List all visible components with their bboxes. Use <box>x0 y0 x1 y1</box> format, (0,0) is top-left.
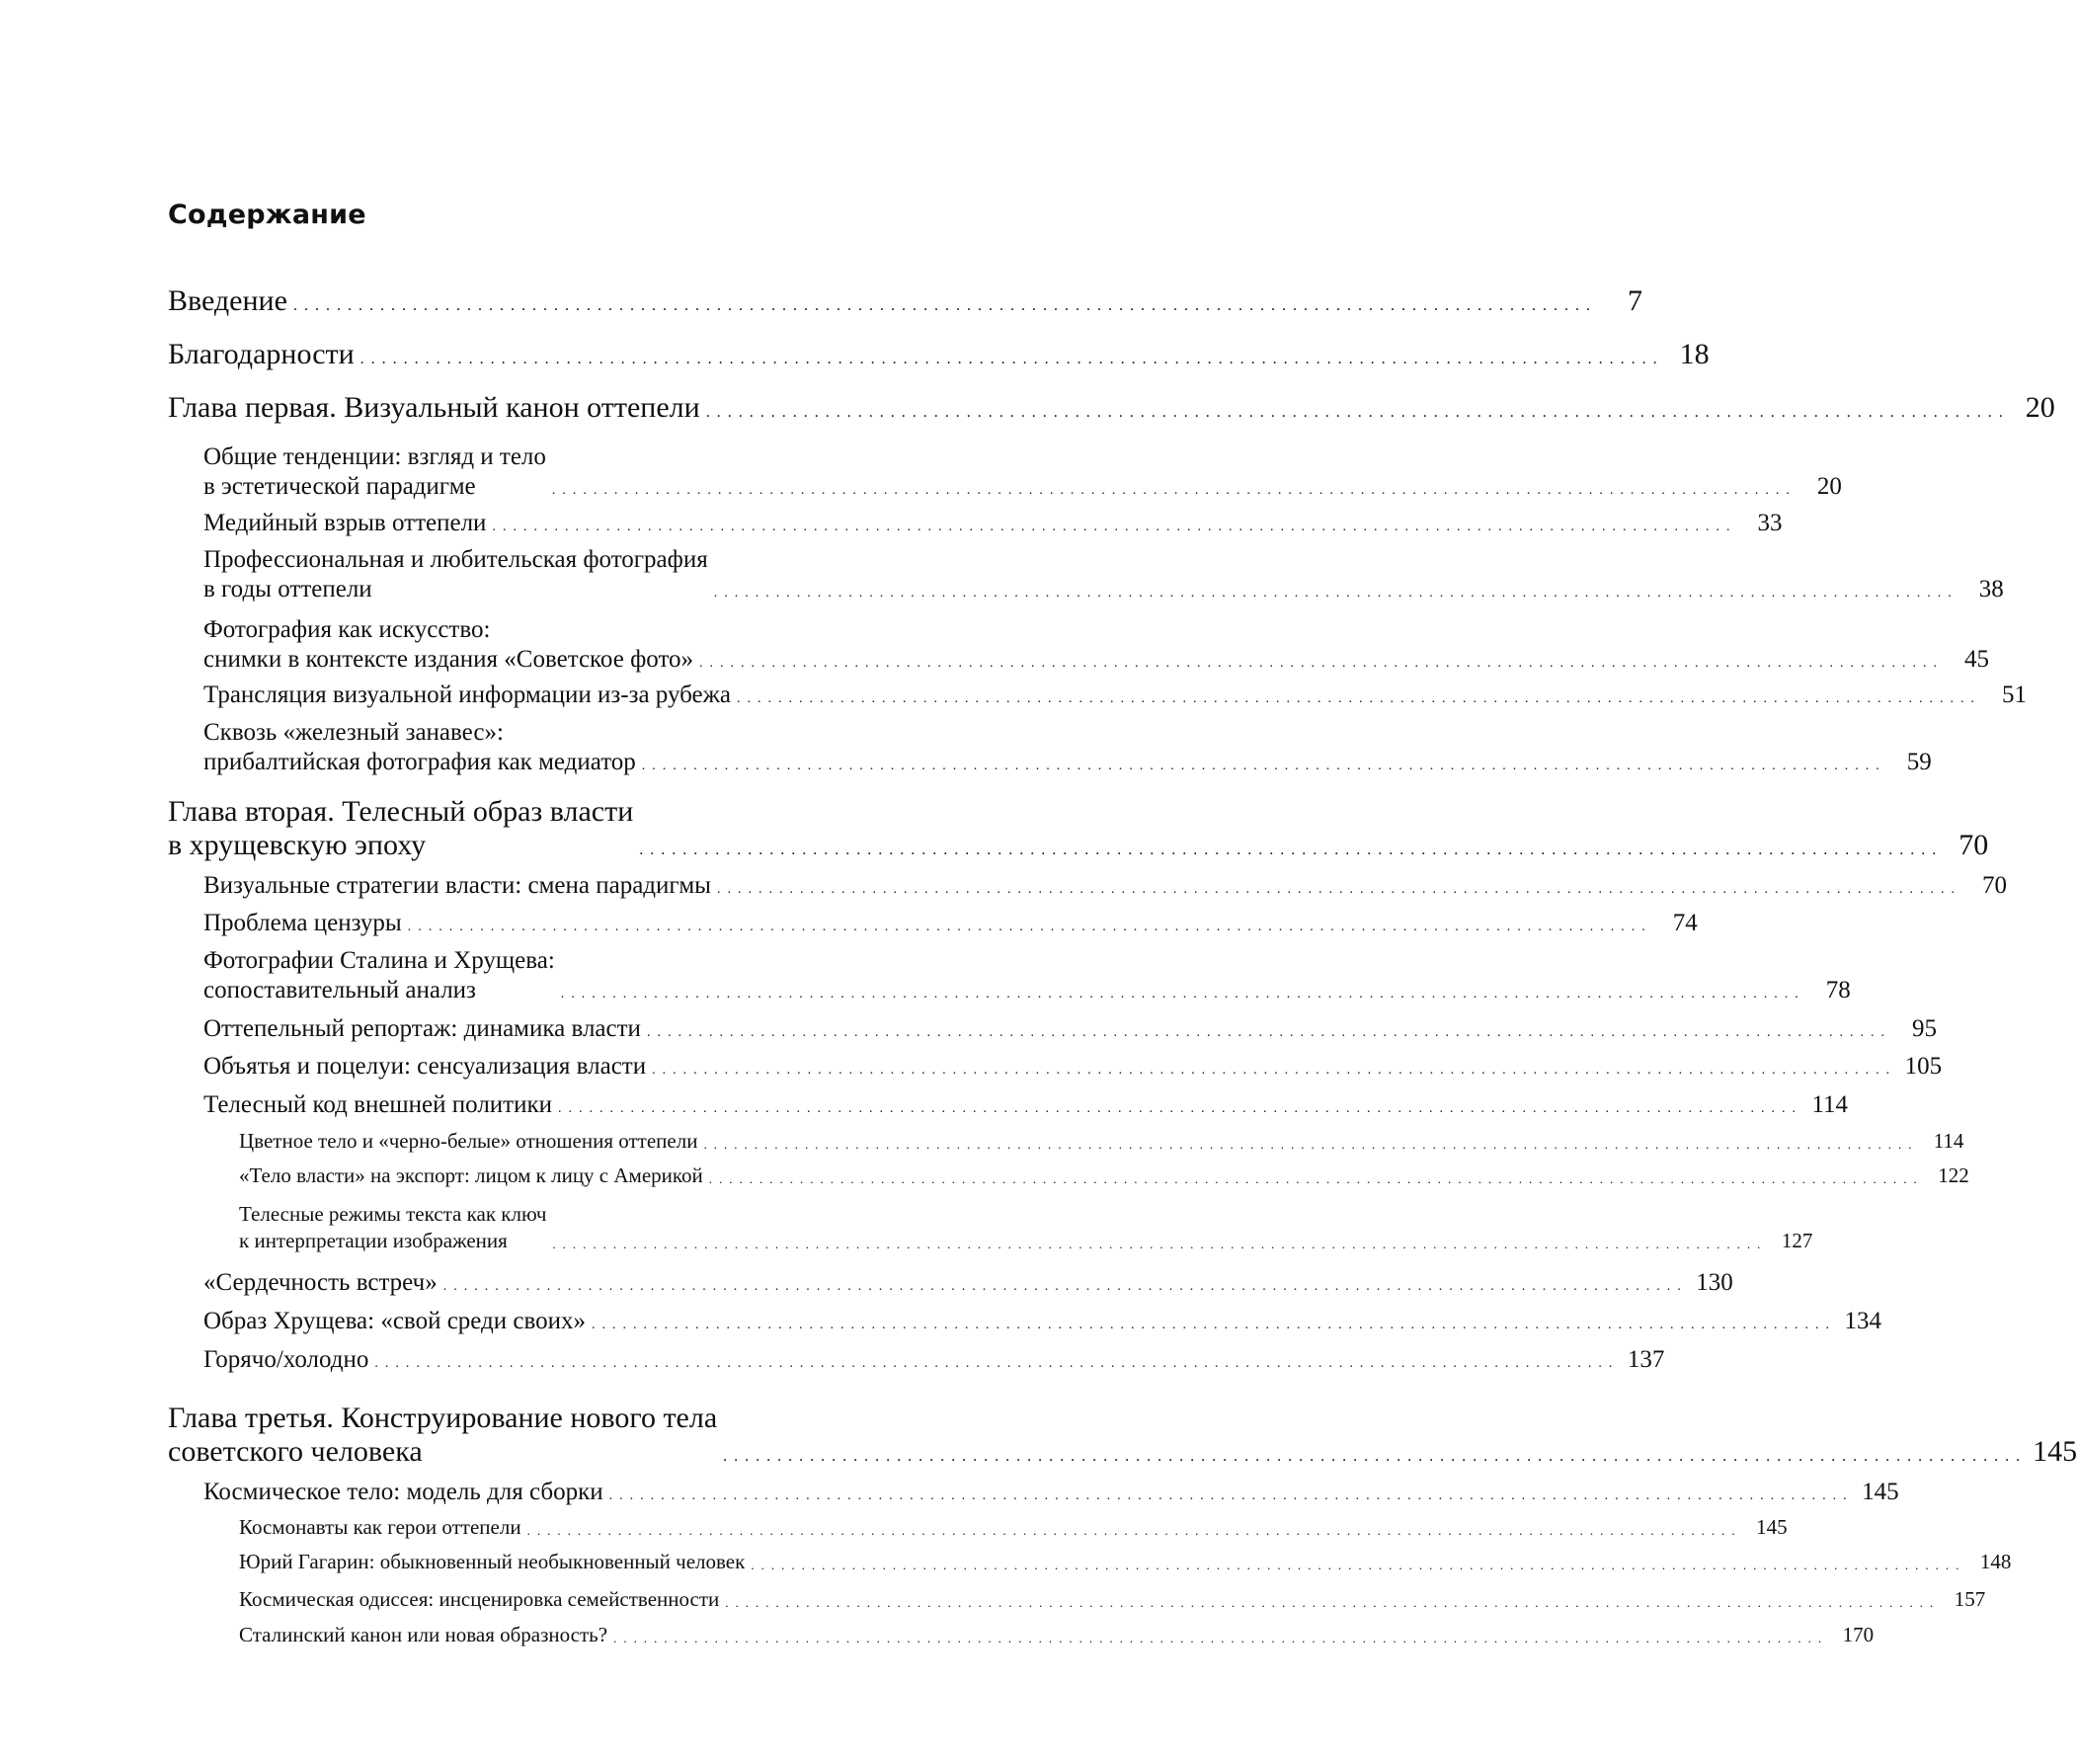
dot-leader: ........................................................................................................................ <box>751 1558 1966 1572</box>
dot-leader: ........................................................................................................................ <box>558 1101 1803 1116</box>
toc-entry-title-line: Телесный код внешней политики <box>203 1091 553 1118</box>
toc-entry-title-line: Визуальные стратегии власти: смена парадигмы <box>203 872 711 899</box>
toc-entry[interactable] <box>203 1268 1733 1298</box>
toc-page-number: 20 <box>1816 473 1842 500</box>
toc-page-number: 18 <box>1679 338 1710 370</box>
toc-entry-title-line: Цветное тело и «черно-белые» отношения оттепели <box>239 1129 698 1153</box>
toc-entry[interactable] <box>239 1549 2012 1575</box>
dot-leader: ........................................................................................................................ <box>713 586 1958 601</box>
toc-entry[interactable] <box>203 1478 1899 1507</box>
toc-entry-title-line: советского человека <box>168 1435 423 1468</box>
toc-entry[interactable] <box>168 795 1989 862</box>
toc-entry-title-line: в годы оттепели <box>203 576 372 602</box>
toc-entry-title-line: Юрий Гагарин: обыкновенный необыкновенный человек <box>239 1550 746 1573</box>
toc-entry-title <box>168 284 287 318</box>
toc-entry[interactable] <box>203 1090 1849 1120</box>
toc-entry[interactable] <box>239 1128 1964 1155</box>
toc-entry-title-line: Глава первая. Визуальный канон оттепели <box>168 391 700 424</box>
toc-entry[interactable] <box>239 1514 1788 1541</box>
toc-entry[interactable] <box>203 1052 1943 1082</box>
toc-entry-title <box>239 1622 607 1648</box>
toc-entry-title <box>203 909 402 938</box>
toc-page-number: 114 <box>1811 1091 1849 1118</box>
toc-page-number: 7 <box>1627 284 1642 317</box>
toc-entry-title <box>203 1268 438 1298</box>
toc-page-number: 59 <box>1906 749 1932 775</box>
dot-leader: ........................................................................................................................ <box>492 520 1737 534</box>
toc-entry-title-line: Сквозь «железный занавес»: <box>203 719 504 746</box>
dot-leader: ........................................................................................................................ <box>708 1171 1924 1186</box>
dot-leader: ........................................................................................................................ <box>652 1063 1897 1078</box>
toc-page-number: 145 <box>1862 1479 1899 1505</box>
toc-entry[interactable] <box>203 871 2007 901</box>
toc-entry-title <box>168 1402 717 1469</box>
dot-leader: ........................................................................................................................ <box>723 1448 2028 1465</box>
toc-entry-title <box>203 545 708 604</box>
toc-entry[interactable] <box>203 442 1842 502</box>
toc-entry-title <box>203 1052 646 1082</box>
toc-page-number: 137 <box>1627 1346 1665 1373</box>
toc-entry[interactable] <box>168 391 2055 425</box>
toc-entry-title-line: Сталинский канон или новая образность? <box>239 1623 608 1646</box>
toc-page-number: 38 <box>1978 576 2004 602</box>
toc-entry[interactable] <box>203 946 1851 1005</box>
toc-entry[interactable] <box>239 1622 1875 1648</box>
toc-page-number: 130 <box>1696 1269 1733 1296</box>
toc-entry-title <box>239 1549 745 1575</box>
toc-entry[interactable] <box>203 718 1932 777</box>
dot-leader: ........................................................................................................................ <box>442 1279 1688 1294</box>
toc-entry[interactable] <box>203 1014 1937 1044</box>
toc-entry-title-line: Горячо/холодно <box>203 1346 369 1373</box>
toc-entry-title-line: Космонавты как герои оттепели <box>239 1515 521 1539</box>
toc-page-number: 134 <box>1844 1308 1882 1334</box>
toc-entry[interactable] <box>203 545 2004 604</box>
toc-entry[interactable] <box>203 909 1698 938</box>
toc-entry-title <box>203 871 711 901</box>
toc-entry-title <box>203 1014 641 1044</box>
toc-entry-title-line: Общие тенденции: взгляд и тело <box>203 443 546 470</box>
toc-entry-title-line: Благодарности <box>168 338 355 370</box>
toc-entry-title-line: Образ Хрущева: «свой среди своих» <box>203 1308 587 1334</box>
toc-entry[interactable] <box>239 1586 1986 1613</box>
toc-entry-title <box>239 1128 697 1155</box>
toc-entry-title-line: «Сердечность встреч» <box>203 1269 438 1296</box>
toc-entry-title-line: Проблема цензуры <box>203 910 402 936</box>
toc-entry-title-line: Медийный взрыв оттепели <box>203 510 487 536</box>
toc-entry-title-line: Оттепельный репортаж: динамика власти <box>203 1015 641 1042</box>
toc-entry-title <box>203 681 731 710</box>
toc-entry-title <box>239 1201 546 1254</box>
dot-leader: ........................................................................................................................ <box>641 759 1886 773</box>
toc-entry-title-line: Космическое тело: модель для сборки <box>203 1479 603 1505</box>
toc-entry-title <box>168 391 700 425</box>
dot-leader: ........................................................................................................................ <box>560 987 1805 1002</box>
toc-entry-title-line: Телесные режимы текста как ключ <box>239 1202 547 1226</box>
toc-page-number: 45 <box>1964 646 1990 673</box>
toc-entry-title <box>203 1345 368 1375</box>
toc-entry-title-line: Трансляция визуальной информации из-за рубежа <box>203 682 731 708</box>
toc-page-number: 122 <box>1938 1163 1969 1187</box>
toc-page-number: 70 <box>1981 872 2007 899</box>
toc-entry-title <box>203 442 546 502</box>
dot-leader: ........................................................................................................................ <box>359 351 1664 367</box>
toc-entry-title-line: снимки в контексте издания «Советское фото» <box>203 646 694 673</box>
toc-page-number: 145 <box>1756 1515 1788 1539</box>
dot-leader: ........................................................................................................................ <box>716 882 1961 897</box>
toc-entry-title <box>239 1163 703 1189</box>
toc-page-number: 51 <box>2001 682 2027 708</box>
toc-entry-title-line: Космическая одиссея: инсценировка семейственности <box>239 1587 720 1611</box>
toc-page-number: 105 <box>1904 1053 1943 1080</box>
toc-entry[interactable] <box>239 1163 1969 1189</box>
dot-leader: ........................................................................................................................ <box>699 656 1945 671</box>
toc-entry-title-line: Профессиональная и любительская фотография <box>203 546 708 573</box>
toc-entry-title-line: в хрущевскую эпоху <box>168 829 427 861</box>
dot-leader: ........................................................................................................................ <box>374 1356 1620 1371</box>
dot-leader: ........................................................................................................................ <box>736 691 1981 706</box>
toc-entry-title-line: к интерпретации изображения <box>239 1229 508 1252</box>
toc-page-number: 78 <box>1825 977 1851 1003</box>
toc-entry-title-line: Фотография как искусство: <box>203 616 491 643</box>
dot-leader: ........................................................................................................................ <box>292 297 1597 314</box>
toc-entry-title <box>203 718 636 777</box>
toc-entry[interactable] <box>168 284 1642 318</box>
toc-entry-title-line: Глава третья. Конструирование нового тела <box>168 1402 718 1434</box>
dot-leader: ........................................................................................................................ <box>639 842 1944 858</box>
toc-entry-title <box>203 1090 552 1120</box>
toc-entry-title-line: «Тело власти» на экспорт: лицом к лицу с Америкой <box>239 1163 703 1187</box>
toc-entry-title-line: сопоставительный анализ <box>203 977 476 1003</box>
toc-page-number: 148 <box>1979 1550 2012 1573</box>
toc-entry-title-line: Глава вторая. Телесный образ власти <box>168 795 634 828</box>
toc-entry[interactable] <box>203 1345 1665 1375</box>
dot-leader: ........................................................................................................................ <box>592 1318 1837 1332</box>
toc-entry-title-line: в эстетической парадигме <box>203 473 476 500</box>
toc-entry-title <box>168 338 355 371</box>
toc-entry[interactable] <box>203 509 1783 538</box>
toc-entry-title-line: прибалтийская фотография как медиатор <box>203 749 636 775</box>
page-title: Содержание <box>168 200 366 230</box>
toc-page-number: 20 <box>2025 391 2055 424</box>
toc-entry-title-line: Фотографии Сталина и Хрущева: <box>203 947 555 974</box>
toc-page-number: 70 <box>1958 829 1989 861</box>
toc-entry-title <box>203 509 486 538</box>
toc-page-number: 157 <box>1954 1587 1986 1611</box>
toc-entry[interactable] <box>203 681 2027 710</box>
toc-entry[interactable] <box>203 615 1990 675</box>
dot-leader: ........................................................................................................................ <box>551 483 1797 498</box>
toc-entry-title <box>203 1478 603 1507</box>
toc-entry-title-line: Введение <box>168 284 287 317</box>
toc-page-number: 95 <box>1911 1015 1937 1042</box>
dot-leader: ........................................................................................................................ <box>613 1631 1829 1645</box>
toc-page-number: 74 <box>1672 910 1698 936</box>
toc-entry[interactable] <box>168 1402 2077 1469</box>
toc-entry-title-line: Объятья и поцелуи: сенсуализация власти <box>203 1053 647 1080</box>
dot-leader: ........................................................................................................................ <box>407 920 1652 934</box>
dot-leader: ........................................................................................................................ <box>608 1488 1854 1503</box>
dot-leader: ........................................................................................................................ <box>725 1595 1941 1610</box>
dot-leader: ........................................................................................................................ <box>526 1523 1742 1538</box>
toc-entry-title <box>239 1586 719 1613</box>
toc-entry-title <box>239 1514 521 1541</box>
dot-leader: ........................................................................................................................ <box>703 1137 1919 1152</box>
toc-entry[interactable] <box>203 1307 1882 1336</box>
toc-page-number: 33 <box>1757 510 1783 536</box>
toc-entry-title <box>203 615 693 675</box>
toc-entry[interactable] <box>168 338 1710 371</box>
toc-entry-title <box>168 795 633 862</box>
toc-entry-title <box>203 1307 586 1336</box>
toc-entry[interactable] <box>239 1201 1813 1254</box>
dot-leader: ........................................................................................................................ <box>646 1025 1891 1040</box>
toc-page-number: 127 <box>1781 1229 1813 1252</box>
dot-leader: ........................................................................................................................ <box>552 1237 1768 1251</box>
toc-page-number: 170 <box>1842 1623 1875 1646</box>
toc-page-number: 114 <box>1933 1129 1964 1153</box>
dot-leader: ........................................................................................................................ <box>705 404 2010 421</box>
toc-page-number: 145 <box>2033 1435 2077 1468</box>
toc-entry-title <box>203 946 555 1005</box>
